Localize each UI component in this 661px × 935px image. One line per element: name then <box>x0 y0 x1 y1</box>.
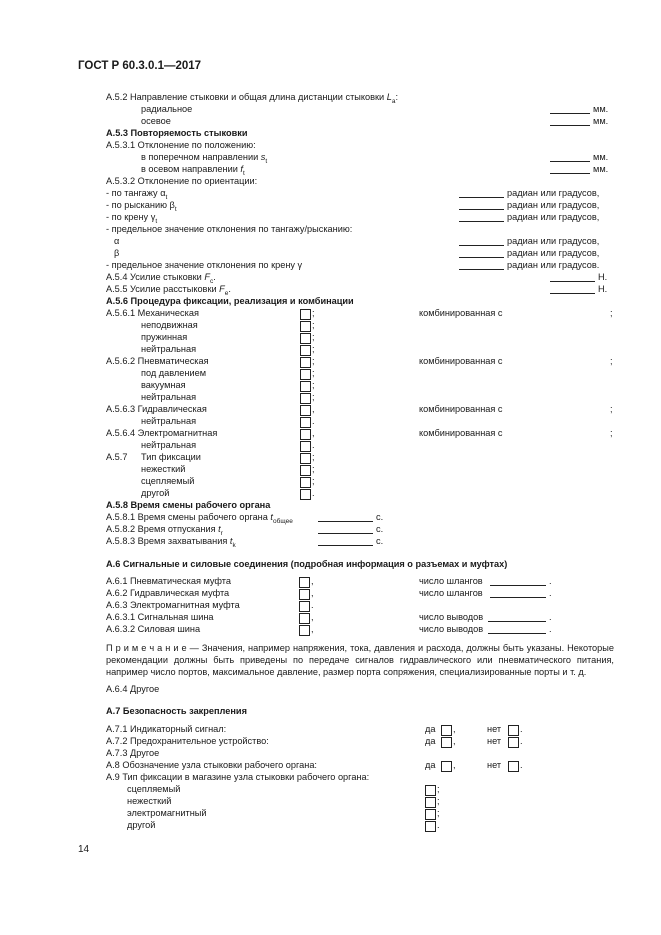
a52-title: А.5.2 Направление стыковки и общая длина дистанции стыковки $L_a$: <box>106 92 399 105</box>
a561-checkbox[interactable] <box>300 309 311 320</box>
hoses-label: число шлангов <box>419 576 483 586</box>
a62-checkbox[interactable] <box>299 589 310 600</box>
a58-title: А.5.8 Время смены рабочего органа <box>106 500 271 510</box>
yes-label: да <box>425 760 436 770</box>
unit-deg: радиан или градусов, <box>507 212 600 222</box>
a57-nonrigid-checkbox[interactable] <box>300 465 311 476</box>
combined-label: комбинированная с <box>419 428 503 438</box>
a9-coupled-checkbox[interactable] <box>425 785 436 796</box>
a9-nonrigid-checkbox[interactable] <box>425 797 436 808</box>
unit-mm: мм. <box>593 152 609 162</box>
document-header: ГОСТ Р 60.3.0.1—2017 <box>78 60 202 72</box>
unit-n: Н. <box>598 284 608 294</box>
a632-checkbox[interactable] <box>299 625 310 636</box>
a561-fixed-checkbox[interactable] <box>300 321 311 332</box>
no-label: нет <box>487 724 502 734</box>
a562-pressure: под давлением <box>141 368 207 378</box>
a531-axial: в осевом направлении $f_t$ <box>141 164 245 177</box>
outputs-label: число выводов <box>419 624 484 634</box>
unit-c: с. <box>376 512 384 522</box>
a564-checkbox[interactable] <box>300 429 311 440</box>
unit-n: Н. <box>598 272 608 282</box>
a532-title: А.5.3.2 Отклонение по ориентации: <box>106 176 258 186</box>
a532-pitch: - по тангажу $\alpha_t$ <box>106 188 168 201</box>
a581: А.5.8.1 Время смены рабочего органа $t_{общее}$ <box>106 512 293 525</box>
unit-mm: мм. <box>593 116 609 126</box>
a631: А.6.3.1 Сигнальная шина <box>106 612 214 622</box>
a52-axial-field[interactable] <box>550 116 590 126</box>
yes-label: да <box>425 724 436 734</box>
a71-no-checkbox[interactable] <box>508 725 519 736</box>
a8-no-checkbox[interactable] <box>508 761 519 772</box>
a532-yaw-field[interactable] <box>459 200 504 210</box>
a532-roll-limit: - предельное значение отклонения по крену γ <box>106 260 303 270</box>
a64: А.6.4 Другое <box>106 684 160 694</box>
a532-pitch-field[interactable] <box>459 188 504 198</box>
a57-nonrigid: нежесткий <box>141 464 186 474</box>
a72-no-checkbox[interactable] <box>508 737 519 748</box>
a561-neutral-checkbox[interactable] <box>300 345 311 356</box>
combined-label: комбинированная с <box>419 356 503 366</box>
a54: А.5.4 Усилие стыковки $F_c$. <box>106 272 216 285</box>
a581-field[interactable] <box>318 512 373 522</box>
a53-title: А.5.3 Повторяемость стыковки <box>106 128 248 138</box>
a62-hoses-field[interactable] <box>490 588 546 598</box>
a532-beta: β <box>114 248 120 258</box>
a9-nonrigid: нежесткий <box>127 796 172 806</box>
a57-num: А.5.7 <box>106 452 128 462</box>
a532-limit: - предельное значение отклонения по тангажу/рысканию: <box>106 224 353 234</box>
a531-trans: в поперечном направлении $s_t$ <box>141 152 268 165</box>
a561-spring-checkbox[interactable] <box>300 333 311 344</box>
a532-alpha-field[interactable] <box>459 236 504 246</box>
a61-checkbox[interactable] <box>299 577 310 588</box>
a564-neutral: нейтральная <box>141 440 197 450</box>
a632-outputs-field[interactable] <box>488 624 546 634</box>
a8: А.8 Обозначение узла стыковки рабочего органа: <box>106 760 317 770</box>
yes-label: да <box>425 736 436 746</box>
a632: А.6.3.2 Силовая шина <box>106 624 201 634</box>
a532-roll-limit-field[interactable] <box>459 260 504 270</box>
a9-em: электромагнитный <box>127 808 207 818</box>
a631-outputs-field[interactable] <box>488 612 546 622</box>
page-number: 14 <box>78 844 90 855</box>
a52-axial: осевое <box>141 116 171 126</box>
combined-label: комбинированная с <box>419 308 503 318</box>
a563-neutral-checkbox[interactable] <box>300 417 311 428</box>
a532-beta-field[interactable] <box>459 248 504 258</box>
unit-c: с. <box>376 524 384 534</box>
a562-pressure-checkbox[interactable] <box>300 369 311 380</box>
a62: А.6.2 Гидравлическая муфта <box>106 588 230 598</box>
a561-title: А.5.6.1 Механическая <box>106 308 199 318</box>
a562-vacuum: вакуумная <box>141 380 186 390</box>
a6-title: А.6 Сигнальные и силовые соединения (подробная информация о разъемах и муфтах) <box>106 559 508 569</box>
a532-alpha: α <box>114 236 120 246</box>
a9-em-checkbox[interactable] <box>425 809 436 820</box>
a562-neutral-checkbox[interactable] <box>300 393 311 404</box>
a63-checkbox[interactable] <box>299 601 310 612</box>
a63: А.6.3 Электромагнитная муфта <box>106 600 240 610</box>
a72: А.7.2 Предохранительное устройство: <box>106 736 269 746</box>
unit-deg: радиан или градусов, <box>507 248 600 258</box>
a583-field[interactable] <box>318 536 373 546</box>
a561-neutral: нейтральная <box>141 344 197 354</box>
a54-field[interactable] <box>550 272 595 282</box>
no-label: нет <box>487 736 502 746</box>
a61: А.6.1 Пневматическая муфта <box>106 576 231 586</box>
a57-coupled: сцепляемый <box>141 476 195 486</box>
a531-title: А.5.3.1 Отклонение по положению: <box>106 140 256 150</box>
a57-title: Тип фиксации <box>141 452 201 462</box>
a564-neutral-checkbox[interactable] <box>300 441 311 452</box>
a531-trans-field[interactable] <box>550 152 590 162</box>
unit-c: с. <box>376 536 384 546</box>
a583: А.5.8.3 Время захватывания $t_k$ <box>106 536 236 549</box>
a52-radial-field[interactable] <box>550 104 590 114</box>
a561-spring: пружинная <box>141 332 188 342</box>
a72-yes-checkbox[interactable] <box>441 737 452 748</box>
a582-field[interactable] <box>318 524 373 534</box>
a52-radial: радиальное <box>141 104 193 114</box>
hoses-label: число шлангов <box>419 588 483 598</box>
a562-neutral: нейтральная <box>141 392 197 402</box>
a563-checkbox[interactable] <box>300 405 311 416</box>
combined-label: комбинированная с <box>419 404 503 414</box>
a531-axial-field[interactable] <box>550 164 590 174</box>
a563-neutral: нейтральная <box>141 416 197 426</box>
a61-hoses-field[interactable] <box>490 576 546 586</box>
a561-fixed: неподвижная <box>141 320 198 330</box>
a7-title: А.7 Безопасность закрепления <box>106 706 247 716</box>
a71: А.7.1 Индикаторный сигнал: <box>106 724 227 734</box>
a71-yes-checkbox[interactable] <box>441 725 452 736</box>
a57-checkbox[interactable] <box>300 453 311 464</box>
a562-checkbox[interactable] <box>300 357 311 368</box>
unit-deg: радиан или градусов, <box>507 188 600 198</box>
no-label: нет <box>487 760 502 770</box>
a57-coupled-checkbox[interactable] <box>300 477 311 488</box>
unit-mm: мм. <box>593 164 609 174</box>
a9-coupled: сцепляемый <box>127 784 181 794</box>
a631-checkbox[interactable] <box>299 613 310 624</box>
a532-roll-field[interactable] <box>459 212 504 222</box>
a57-other-checkbox[interactable] <box>300 489 311 500</box>
a56-title: А.5.6 Процедура фиксации, реализация и комбинации <box>106 296 354 306</box>
unit-mm: мм. <box>593 104 609 114</box>
unit-deg: радиан или градусов, <box>507 200 600 210</box>
a9-other: другой <box>127 820 156 830</box>
a55-field[interactable] <box>550 284 595 294</box>
unit-deg: радиан или градусов, <box>507 236 600 246</box>
a57-other: другой <box>141 488 170 498</box>
a8-yes-checkbox[interactable] <box>441 761 452 772</box>
a563-title: А.5.6.3 Гидравлическая <box>106 404 207 414</box>
a582: А.5.8.2 Время отпускания $t_r$ <box>106 524 223 537</box>
a562-vacuum-checkbox[interactable] <box>300 381 311 392</box>
a6-note: П р и м е ч а н и е — Значения, например напряжения, тока, давления и расхода, должны быть указаны. Некоторые рекомендации должны быть приведены по передаче сигналов гидравлического или пневматического питания, например число портов, максимальное давление, размер порта сопряжения, специализированные порты и т. д. <box>106 643 614 677</box>
unit-deg-end: радиан или градусов. <box>507 260 600 270</box>
a73: А.7.3 Другое <box>106 748 160 758</box>
a532-yaw: - по рысканию $\beta_t$ <box>106 200 177 213</box>
outputs-label: число выводов <box>419 612 484 622</box>
a55: А.5.5 Усилие расстыковки $F_e$. <box>106 284 231 297</box>
a532-roll: - по крену $\gamma_t$ <box>106 212 158 225</box>
a562-title: А.5.6.2 Пневматическая <box>106 356 209 366</box>
a564-title: А.5.6.4 Электромагнитная <box>106 428 218 438</box>
a9-other-checkbox[interactable] <box>425 821 436 832</box>
a9: А.9 Тип фиксации в магазине узла стыковки рабочего органа: <box>106 772 370 782</box>
